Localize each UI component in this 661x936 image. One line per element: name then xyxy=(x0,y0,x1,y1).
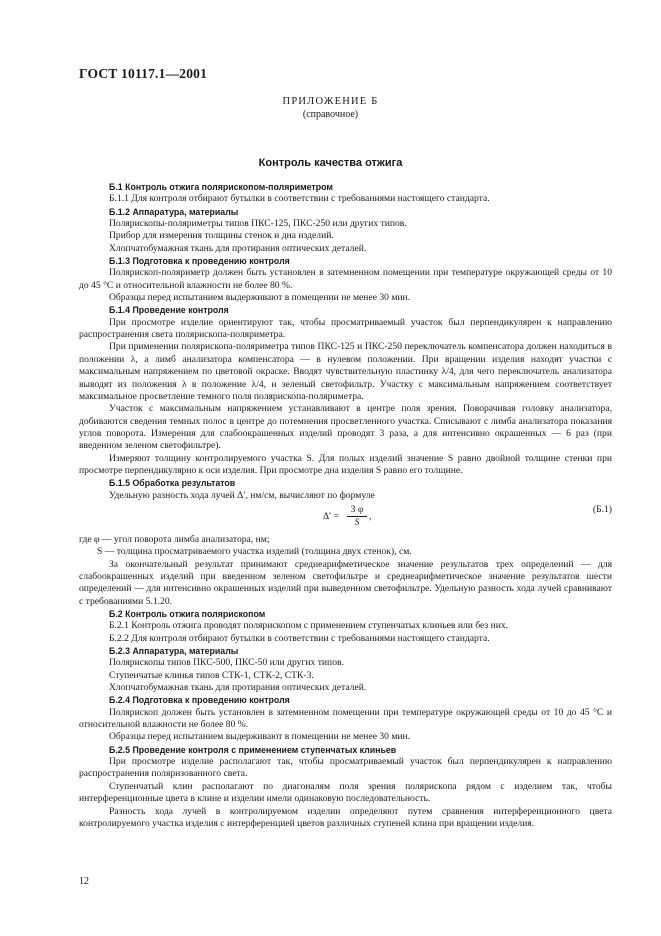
section-heading: Б.1.2 Аппаратура, материалы xyxy=(109,206,239,217)
standard-header: ГОСТ 10117.1—2001 xyxy=(79,66,208,81)
section-heading: Б.1 Контроль отжига полярископом-поляриметром xyxy=(109,182,333,192)
paragraph: Образцы перед испытанием выдерживают в помещении не менее 30 мин. xyxy=(109,731,411,743)
document-body xyxy=(79,181,612,830)
formula-lhs: Δ′ = xyxy=(323,510,340,522)
paragraph-block-1 xyxy=(79,181,612,502)
formula-number: (Б.1) xyxy=(592,503,612,515)
paragraph: Разность хода лучей в контролируемом изделии определяют путем сравнения интерференционного цвета контролируемого участка изделия с интерференцией цветов различных ступеней клина при вращении изделия. xyxy=(79,805,612,829)
section-heading: Б.2.5 Проведение контроля с применением ступенчатых клиньев xyxy=(109,744,397,755)
section-heading: Б.1.4 Проведение контроля xyxy=(109,305,229,316)
document-title: Контроль качества отжига xyxy=(258,157,403,169)
section-heading: Б.1.3 Подготовка к проведению контроля xyxy=(109,256,290,267)
appendix-title: ПРИЛОЖЕНИЕ Б xyxy=(282,96,379,107)
formula-tail: , xyxy=(369,510,372,522)
paragraph: Ступенчатый клин располагают по диагоналям поля зрения полярископа рядом с изделием так, чтобы интерференционные цвета в клине и изделии имели одинаковую последовательность. xyxy=(79,780,612,805)
paragraph: Б.1.1 Для контроля отбирают бутылки в соответствии с требованиями настоящего стандарта. xyxy=(109,193,490,205)
page-number: 12 xyxy=(79,876,89,887)
formula-numerator: 3 φ xyxy=(347,504,367,517)
paragraph: За окончательный результат принимают среднеарифметическое значение результатов трех определений — для слабоокрашенных изделий при введенном зеленом светофильтре и среднеарифметическое значение результатов шести определений — для интенсивно окрашенных изделий при выведенном светофильтре. Удельную разность хода лучей сравнивают с требованиями 5.1.20. xyxy=(79,558,612,607)
paragraph: При просмотре изделие располагают так, чтобы просматриваемый участок был перпендикулярен к направлению распространения поляризованного света. xyxy=(79,756,612,780)
paragraph: При просмотре изделие ориентируют так, чтобы просматриваемый участок был перпендикулярен к направлению распространения света полярископа-поляриметра. xyxy=(79,316,612,341)
paragraph: Полярископ должен быть установлен в затемненном помещении при температуре окружающей среды от 10 до 45 °С и относительной влажности не более 80 %. xyxy=(79,706,612,731)
paragraph: Хлопчатобумажная ткань для протирания оптических деталей. xyxy=(109,242,367,254)
section-heading: Б.1.5 Обработка результатов xyxy=(109,478,236,489)
paragraph: Участок с максимальным напряжением устанавливают в центре поля зрения. Поворачивая головку анализатора, добиваются сведения темных полос в центре до потемнения просветленного участка. Списывают с лимба анализатора показания углов поворота. Измерения для слабоокрашенных изделий проводят 3 раза, а для интенсивно окрашенных — 6 раз (при введенном зеленом светофильтре). xyxy=(79,403,612,452)
paragraph: Измеряют толщину контролируемого участка S. Для полых изделий значение S равно двойной толщине стенки при просмотре перпендикулярно к оси изделия. При просмотре дна изделия S равно его толщине. xyxy=(79,452,612,476)
section-heading: Б.2.4 Подготовка к проведению контроля xyxy=(109,695,290,706)
formula-denominator: S xyxy=(354,516,360,528)
paragraph: Полярископы типов ПКС-500, ПКС-50 или других типов. xyxy=(109,657,344,669)
paragraph: Б.2.1 Контроль отжига проводят полярископом с применением ступенчатых клиньев или без них. xyxy=(109,620,509,632)
paragraph-block-2 xyxy=(79,534,612,830)
section-heading: Б.2 Контроль отжига полярископом xyxy=(109,609,266,619)
paragraph: S — толщина просматриваемого участка изделий (толщина двух стенок), см. xyxy=(97,546,412,558)
paragraph: Ступенчатые клинья типов СТК-1, СТК-2, СТК-3. xyxy=(109,669,314,681)
paragraph: Полярископ-поляриметр должен быть установлен в затемненном помещении при температуре окружающей среды от 10 до 45 °С и относительной влажности не более 80 %. xyxy=(79,267,612,291)
formula-b1 xyxy=(79,504,612,530)
paragraph: Полярископы-поляриметры типов ПКС-125, ПКС-250 или других типов. xyxy=(109,218,407,230)
paragraph: Б.2.2 Для контроля отбирают бутылки в соответствии с требованиями настоящего стандарта. xyxy=(109,632,490,644)
section-heading: Б.2.3 Аппаратура, материалы xyxy=(109,646,239,657)
paragraph: При применении полярископа-поляриметра типов ПКС-125 и ПКС-250 переключатель компенсатора должен находиться в положении λ, а лимб анализатора компенсатора — в нулевом положении. При вращении изделия находят участки с максимальным напряжением по цветовой окраске. Вводят чувствительную пластинку λ/4, для чего переключатель анализатора выводят из положения λ в положение λ/4, и зеленый светофильтр. Участку с максимальным напряжением соответствует максимальное просветление темного поля полярископа-поляриметра. xyxy=(79,341,612,402)
paragraph: где φ — угол поворота лимба анализатора, нм; xyxy=(79,533,270,545)
formula-fraction xyxy=(347,504,367,529)
appendix-subtitle: (справочное) xyxy=(302,109,359,120)
paragraph: Образцы перед испытанием выдерживают в помещении не менее 30 мин. xyxy=(109,292,411,304)
paragraph: Хлопчатобумажная ткань для протирания оптических деталей. xyxy=(109,682,367,694)
paragraph: Прибор для измерения толщины стенок и дна изделий. xyxy=(109,230,334,242)
paragraph: Удельную разность хода лучей Δ′, нм/см, вычисляют по формуле xyxy=(109,489,375,501)
